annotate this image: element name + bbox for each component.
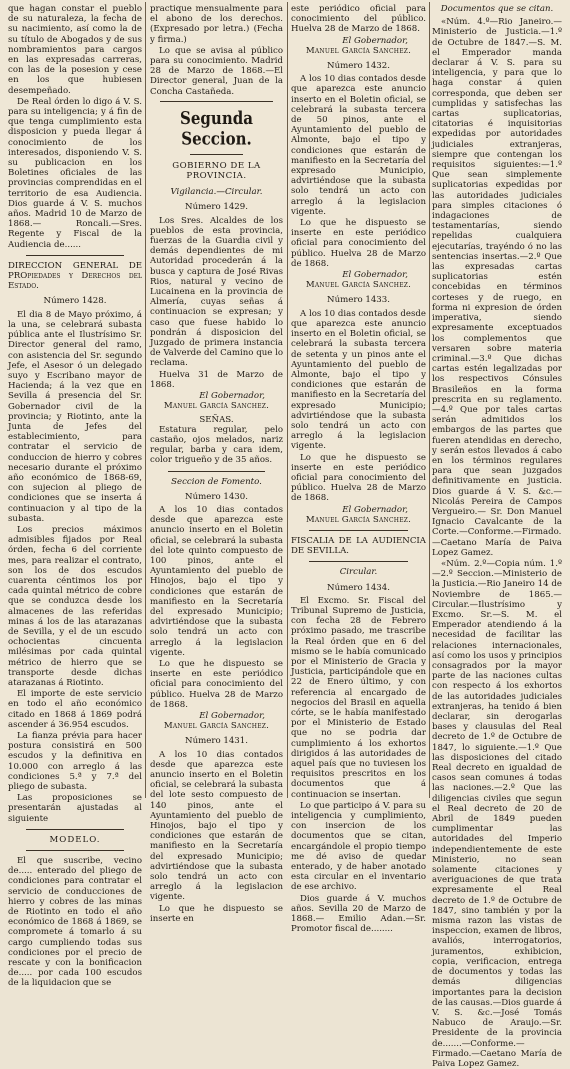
notice-number: Número 1431. <box>185 736 248 747</box>
notice-date: Huelva 31 de Marzo de 1868. <box>150 369 283 390</box>
paragraph: El Excmo. Sr. Fiscal del Tribunal Supremo de Justicia, con fecha 28 de Febrero próximo pasado, me trascribe la Real órden que en 6 del mismo se le había comunicado por el Ministerio de Gracia y Justicia, participándole que en 22 de Enero último, y con referencia al encargado de negocios del Brasil en aquella córte, se le había manifestado por el Ministerio de Estado que no se podria dar cumplimiento á los exhortos dirigidos á las autoridades de aquel país que no tuviesen los requisitos prescritos en los documentos que á continuacion se insertan. <box>291 595 426 800</box>
paragraph: A los 10 dias contados desde que aparezca este anuncio inserto en el Boletin oficial, se celebrará la subasta del lote sesto compuesto de 140 pinos, ante el Ayuntamiento del pueblo de Hinojos, bajo el tipo y condiciones que estarán de manifiesto en la Secretaría del expresado Municipio; advirtiéndose que la subasta solo tendrá un acto con arreglo á la legislacion vigente. <box>150 749 283 903</box>
paragraph: El que suscribe, vecino de..... enterado del pliego de condiciones para contratar el servicio de conducciones de hierro y cobres de las minas de Riotinto en todo el año económico de 1868 á 1869, se compromete á tomarlo á su cargo cumpliendo todas sus condiciones por el precio de rescate y con la bonificacion de..... por cada 100 escudos de la liquidacion que se <box>8 856 142 989</box>
paragraph: Lo que participo á V. para su inteligencia y cumplimiento, con insercion de los documentos que se citan, encargándole el propio tiempo me dé aviso de quedar enterado, y de haber anotado esta circular en el inventario de ese archivo. <box>291 800 426 893</box>
signature-title: El Gobernador, <box>342 270 408 281</box>
paragraph: A los 10 dias contados desde que aparezca este anuncio inserto en el Boletin oficial, se celebrará la subasta tercera de setenta y un pinos ante el Ayuntamiento del pueblo de Almonte, bajo el tipo y condiciones que estarán de manifiesto en la Secretaría del expresado Municipio; advirtiéndose que la subasta solo tendrá un acto con arreglo á la legislacion vigente. <box>291 308 426 452</box>
divider <box>309 561 408 562</box>
notice-number: Número 1430. <box>185 491 248 502</box>
senas-heading: SEÑAS. <box>199 414 234 425</box>
paragraph: De Real órden lo digo á V. S. para su inteligencia; y á fin de que tenga cumplimiento esta disposicion y pueda llegar á conocimiento de los interesados, disponiendo V. S. su publicacion en los Boletines oficiales de las provincias comprendidas en el territorio de esa Audiencia. Dios guarde á V. S. muchos años. Madrid 10 de Marzo de 1868.— Roncali.—Sres. Regente y Fiscal de la Audiencia de...... <box>8 96 142 250</box>
divider <box>26 850 124 851</box>
paragraph: Los precios máximos admisibles fijados por Real órden, fecha 6 del corriente mes, para realizar el contrato, son los de dos escudos cuarenta céntimos los por cada quintal métrico de cobre que se conduzca desde los almacenes de las referidas minas á los de las atarazanas de Sevilla, y el de un escudo ochocientas cincuenta milésimas por cada quintal métrico de hierro que se transporte desde dichas atarazanas á Riotinto. <box>8 524 142 688</box>
signature-name: Manuel García Sanchez. <box>305 45 412 56</box>
section-heading: Seccion de Fomento. <box>171 476 262 487</box>
signature-name: Manuel García Sanchez. <box>305 280 412 291</box>
signature-title: El Gobernador, <box>342 504 408 515</box>
paragraph: que hagan constar el pueblo de su naturaleza, la fecha de su nacimiento, así como la de su título de Abogados y de sus nombramientos para cargos en las expresadas carreras, con las de la posesion y cese en los que hubiesen desempeñado. <box>8 4 142 96</box>
signature-name: Manuel García Sanchez. <box>163 721 270 732</box>
notice-number: Número 1428. <box>43 296 107 307</box>
divider <box>309 530 408 531</box>
column-1 <box>8 4 142 989</box>
section-heading: FISCALIA DE LA AUDIENCIA DE SEVILLA. <box>291 535 426 557</box>
notice-number: Número 1434. <box>327 582 390 593</box>
paragraph: Lo que he dispuesto se inserte en este periódico oficial para conocimiento del público. Huelva 28 de Marzo de 1868. <box>291 452 426 504</box>
signature-name: Manuel García Sanchez. <box>163 401 270 412</box>
paragraph: Estatura regular, pelo castaño, ojos melados, nariz regular, barba y cara idem, color trigueño y de 35 años. <box>150 424 283 466</box>
section-title: Segunda Seccion. <box>180 107 253 150</box>
signature-title: El Gobernador, <box>199 710 265 721</box>
circular-heading: Circular. <box>339 567 378 578</box>
paragraph: Los Sres. Alcaldes de los pueblos de esta provincia, fuerzas de la Guardia civil y demás dependientes de mi Autoridad procederán á la busca y captura de José Rivas Rios, natural y vecino de Lucainena en la provincia de Almería, cuyas señas á continuacion se expresan; y caso que fuese habido lo pondrán á disposicion del Juzgado de primera instancia de Valverde del Camino que lo reclama. <box>150 215 283 369</box>
paragraph: La fianza prévia para hacer postura consistirá en 500 escudos y la definitiva en 10.000 con arreglo á las condiciones 5.ª y 7.ª del pliego de subasta. <box>8 731 142 793</box>
paragraph: practique mensualmente para el abono de los derechos. (Expresado por letra.) (Fecha y firma.) <box>150 4 283 45</box>
circular-heading: Vigilancia.—Circular. <box>170 187 263 198</box>
paragraph: este periódico oficial para conocimiento del público. Huelva 28 de Marzo de 1868. <box>291 4 426 35</box>
signature-title: El Gobernador, <box>342 35 408 46</box>
paragraph: Las proposiciones se presentarán ajustadas al siguiente <box>8 793 142 824</box>
paragraph: Dios guarde á V. muchos años. Sevilla 20 de Marzo de 1868.— Emilio Adan.—Sr. Promotor fiscal de........ <box>291 893 426 935</box>
paragraph: A los 10 dias contados desde que aparezca este anuncio inserto en el Boletin oficial, se celebrará la subasta del lote quinto compuesto de 100 pinos, ante el Ayuntamiento del pueblo de Hinojos, bajo el tipo y condiciones que estarán de manifiesto en la Secretaría del expresado Municipio; advirtiéndose que la subasta solo tendrá un acto con arreglo á la legislacion vigente. <box>150 504 283 658</box>
divider <box>26 255 124 256</box>
divider <box>26 829 124 830</box>
paragraph: «Núm. 4.º—Rio Janeiro.—Ministerio de Justicia.—1.º de Octubre de 1847.—S. M. el Emperador manda declarar á V. S. para su inteligencia, y para que lo haga constar á quien corresponda, que deben ser cumplidas y satisfechas las cartas suplicatorias, citatorias é inquisitorias expedidas por autoridades judiciales extranjeras, siempre que contengan los requisitos siguientes:—1.º Que sean simplemente suplicatorias expedidas por las autoridades judiciales para simples citaciones ó indagaciones de testamentarías, siendo repelidas cualquiera ejecutarías, trayéndo ó no las sentencias insertas.—2.º Que las expresadas cartas suplicatorias estén concebidas en términos corteses y de ruego, en forma ni expresion de órden imperativa, siendo expresamente exceptuados los complementos que versaren sobre materia criminal.—3.º Que dichas cartas estén legalizadas por los respectivos Cónsules Brasileños en la forma prescrita en su reglamento. —4.º Que por tales cartas serán admitidos los embargos de las partes que fueren atendidas en derecho, y serán estos llevados á cabo en los términos regulares para que sean juzgados definitivamente en justicia. Dios guarde á V. S. &c.—Nicolás Pereira de Campos Vergueiro.— Sr. Don Manuel Ignacio Cavalcante de la Corte.—Conforme.—Firmado.—Caetano María de Paiva Lopez Gamez. <box>432 17 562 558</box>
paragraph: El importe de este servicio en todo el año económico citado en 1868 á 1869 podrá ascender á 36.954 escudos. <box>8 689 142 730</box>
notice-number: Número 1432. <box>327 61 390 72</box>
paragraph: Lo que he dispuesto se inserte en este periódico oficial para conocimiento del público. Huelva 28 de Marzo de 1868. <box>150 658 283 710</box>
divider <box>190 154 243 155</box>
paragraph: «Núm. 2.º—Copia núm. 1.º—2.º Seccion.—Ministerio de la Justicia.—Rio Janeiro 14 de Noviembre de 1865.—Circular.—Ilustrísimo y Excmo. Sr.—S. M. el Emperador atendiendo á la necesidad de facilitar las relaciones internacionales, así como los usos y principios consagrados por la mayor parte de las naciones cultas con respecto á los exhortos de las autoridades judiciales extranjeras, ha tenido á bien declarar, sin derogarlas bases y clausulas del Real decreto de 1.º de Octubre de 1847, lo siguiente.—1.º Que las disposiciones del citado Real decreto en igualdad de casos sean comunes á todas las naciones.—2.º Que las diligencias civiles que segun el Real decreto de 20 de Abril de 1849 pueden cumplimentar las autoridades del Imperio independientemente de este Ministerio, no sean solamente citaciones y averiguaciones de que trata expresamente el Real decreto de 1.º de Octubre de 1847, sino también y por la misma razon las vistas de inspeccion, examen de libros, avaliós, interrogatorios, juramentos, exhibicion, copia, verificacion, entrega de documentos y todas las demás diligencias importantes para la decision de las causas.—Dios guarde á V. S. &c.—José Tomás Nabuco de Araujo.—Sr. Presidente de la provincia de.......—Conforme.— Firmado.—Caetano María de Paiva Lopez Gamez. <box>432 558 562 1069</box>
paragraph: Lo que he dispuesto se inserte en <box>150 903 283 924</box>
column-4 <box>432 4 562 1069</box>
signature-title: El Gobernador, <box>199 391 265 402</box>
column-rule <box>145 2 146 798</box>
column-rule <box>287 2 288 798</box>
section-heading: DIRECCION GENERAL DE PROpiedades y Derechos del Estado. <box>8 260 142 292</box>
column-2 <box>150 4 283 924</box>
paragraph: Lo que se avisa al público para su conocimiento. Madrid 28 de Marzo de 1868.—El Director general, Juan de la Concha Castañeda. <box>150 45 283 97</box>
section-subtitle: GOBIERNO DE LA PROVINCIA. <box>172 160 261 182</box>
documents-heading: Documentos que se citan. <box>440 4 554 14</box>
paragraph: A los 10 dias contados desde que aparezca este anuncio inserto en el Boletin oficial, se celebrará la subasta tercera de 50 pinos, ante el Ayuntamiento del pueblo de Almonte, bajo el tipo y condiciones que estarán de manifiesto en la Secretaría del expresado Municipio, advirtiéndose que la subasta solo tendrá un acto con arreglo á la legislacion vigente. <box>291 74 426 217</box>
signature-name: Manuel García Sanchez. <box>305 514 412 525</box>
column-rule <box>429 2 430 798</box>
notice-number: Número 1433. <box>327 295 390 306</box>
modelo-heading: MODELO. <box>49 834 101 845</box>
column-3 <box>291 4 426 935</box>
divider <box>168 471 265 472</box>
divider <box>160 101 273 102</box>
notice-number: Número 1429. <box>185 202 248 213</box>
paragraph: El dia 8 de Mayo próximo, á la una, se celebrará subasta pública ante el Ilustrísimo Sr. Director general del ramo, con asistencia del Sr. segundo Jefe, el Asesor ó un delegado suyo y Escribano mayor de Hacienda; á la vez que en Sevilla á presencia del Sr. Gobernador civil de la provincia; y Riotinto, ante la Junta de Jefes del establecimiento, para contratar el servicio de conduccion de hierro y cobres necesario durante el próximo año económico de 1868-69, con sujecion al pliego de condiciones que se inserta á continuacion y al tipo de la subasta. <box>8 309 142 524</box>
paragraph: Lo que he dispuesto se inserte en este periódico oficial para conocimiento del público. Huelva 28 de Marzo de 1868. <box>291 218 426 269</box>
